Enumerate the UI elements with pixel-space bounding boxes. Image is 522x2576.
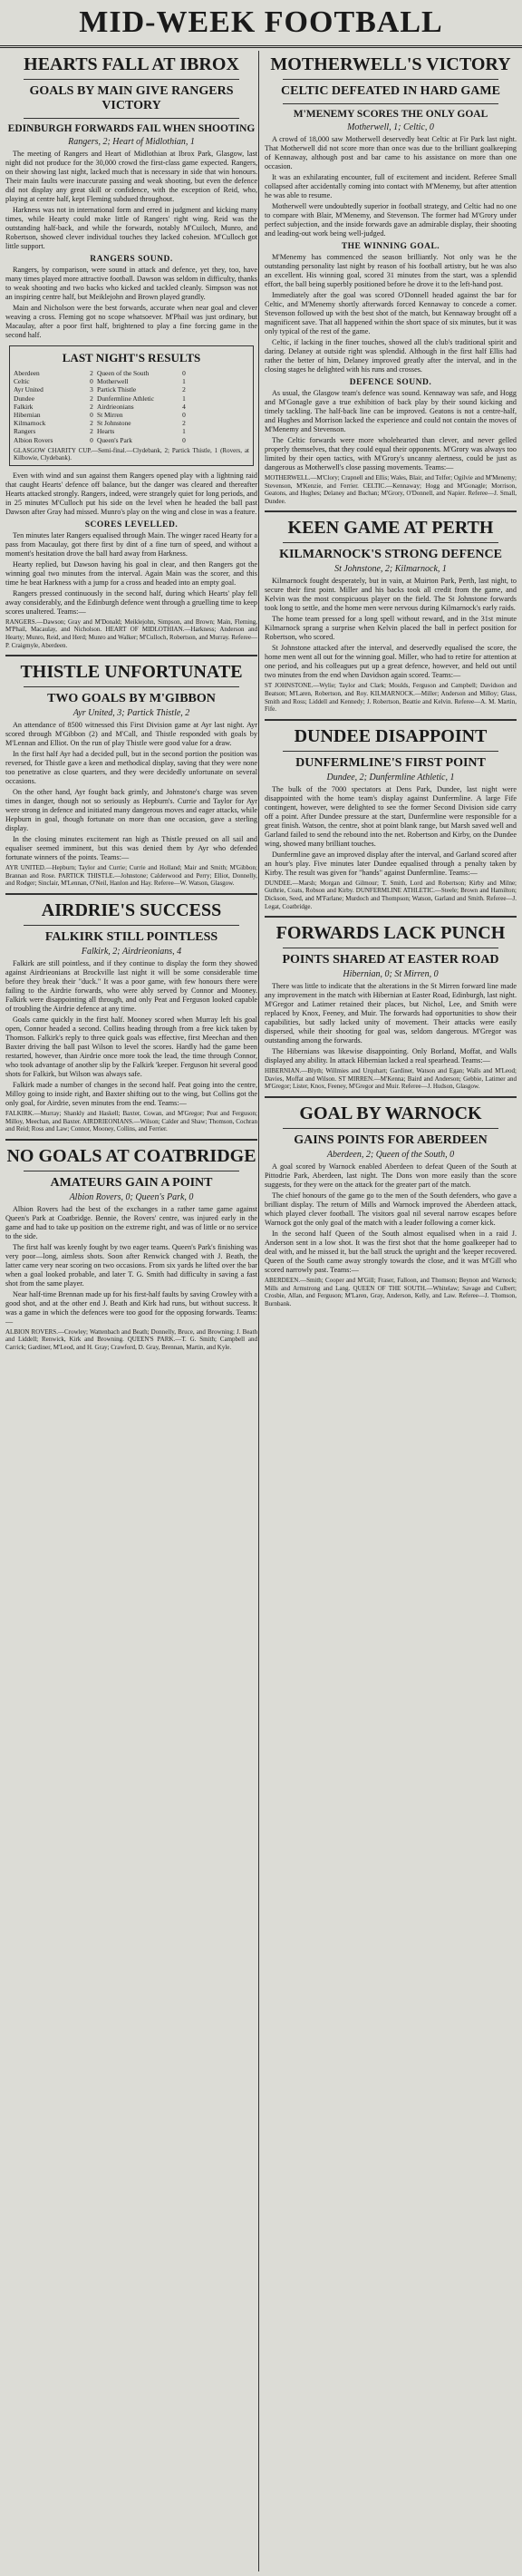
dundee-article (265, 726, 517, 910)
paragraph: M'Menemy has commenced the season brilliantly. Not only was he the outstanding personality last night by reason of his football artistry, but he was also an excellent. His winning goal, scored 31 minutes from the start, was a splendid effort, the ball being superbly positioned before he drove it to the left-hand post. (265, 253, 517, 288)
divider (24, 118, 239, 119)
perth-headline: KEEN GAME AT PERTH (287, 518, 494, 539)
paragraph: In the closing minutes excitement ran high as Thistle pressed on all sail and equaliser seemed imminent, but this was denied them by Ayr who defended fortunate winners of the points. Teams:— (5, 835, 257, 862)
hearts-subheadline: GOALS BY MAIN GIVE RANGERS VICTORY (29, 84, 234, 112)
motherwell-headline: MOTHERWELL'S VICTORY (270, 54, 511, 74)
section-divider (5, 655, 257, 656)
result-row: Aberdeen 2 Queen of the South 0 (14, 369, 186, 377)
section-subhead: RANGERS SOUND. (90, 255, 173, 264)
paragraph: Celtic, if lacking in the finer touches, showed all the club's traditional spirit and daring. Delaney at outside right was splendid. Although in the first half Ellis had rather the better of him, Delaney improved greatly after the interval, and in the closing stages he delighted with his runs and crosses. (265, 338, 517, 374)
dundee-headline: DUNDEE DISAPPOINT (294, 725, 488, 746)
paragraph: The meeting of Rangers and Heart of Midlothian at Ibrox Park, Glasgow, last night did not produce for the 30,000 crowd the first-class game expected. Rangers, on their showing last night, lacked much that is necessary in side that win honours. Their main faults were inaccurate passing and weak shooting, but even the defence did not display any great skill or confidence, with the exception of Reid, who, playing at centre half, kept Fleming subdued throughout. (5, 150, 257, 203)
paragraph: Main and Nicholson were the best forwards, accurate when near goal and clever weaving a cross. Fleming got no scope whatsoever. M'Phail was just ordinary, but Macaulay, after a poor first half, brightened to play a fine forcing game in the second half. (5, 304, 257, 339)
coatbridge-score: Albion Rovers, 0; Queen's Park, 0 (69, 1191, 194, 1202)
result-row: Kilmarnock 2 St Johnstone 2 (14, 419, 186, 428)
section-divider (265, 1096, 517, 1098)
paragraph: Kilmarnock fought desperately, but in vain, at Muirton Park, Perth, last night, to secure their first point. Miller and his backs took all credit from the game, and Kelvin was the most conspicuous player on the field. The St Johnstone forwards took long to settle, and the home men were nervous during Kilmarnock's early raids. (265, 577, 517, 613)
section-subhead: THE WINNING GOAL. (341, 242, 440, 251)
section-divider (265, 719, 517, 721)
thistle-score: Ayr United, 3; Partick Thistle, 2 (72, 708, 190, 719)
section-divider (265, 916, 517, 918)
paragraph: On the other hand, Ayr fought back grimly, and Johnstone's charge was seven times in danger, though not so seriously as Hepburn's. Currie and Taylor for Ayr were strong in defence and initiated many dangerous moves and eager attacks, while Hepburn in goal, though fortunate on more than one occasion, gave a sterling display. (5, 788, 257, 833)
team-lineups: ABERDEEN.—Smith; Cooper and M'Gill; Fraser, Falloon, and Thomson; Beynon and Warnock; Mills and Armstrong and Lang. QUEEN OF THE SOUTH.—Whitelaw; Savage and Culbert; Crosbie, Allan, and Ferguson; M'Laren, Gray, Anderson, Kelly, and Law. Referee—J. Thomson, Burnbank. (265, 1276, 517, 1307)
paragraph: An attendance of 8500 witnessed this First Division game at Ayr last night. Ayr scored through M'Gibbon (2) and M'Call, and Thistle responded with goals by M'Lennan and Elliot. On the run of play Thistle were good value for a draw. (5, 721, 257, 748)
coatbridge-headline: NO GOALS AT COATBRIDGE (6, 1145, 256, 1166)
thistle-headline: THISTLE UNFORTUNATE (20, 662, 243, 683)
divider (283, 103, 498, 104)
paragraph: The home team pressed for a long spell without reward, and in the 31st minute Kilmarnock sprang a surprise when Kelvin placed the ball in perfect position for Robertson, who scored. (265, 615, 517, 642)
motherwell-subheadline: CELTIC DEFEATED IN HARD GAME (281, 84, 500, 98)
result-row: Dundee 2 Dunfermline Athletic 1 (14, 394, 186, 403)
paragraph: Harkness was not in international form and erred in judgment and kicking many times, while Hearty could make little of Rangers' right wing. Reid was the outstanding half-back, and while the forwards, notably M'Cuiloch, Munro, and Robertson, showed clever individual touches they lacked cohesion. M'Culloch got little support. (5, 206, 257, 250)
paragraph: Ten minutes later Rangers equalised through Main. The winger raced Hearty for a pass from Macaulay, got there first by dint of a fine turn of speed, and without a moment's hesitation drove the ball hard away from Harkness. (5, 530, 257, 558)
page-title: MID-WEEK FOOTBALL (79, 5, 443, 39)
result-row: Ayr United 3 Partick Thistle 2 (14, 385, 186, 394)
paragraph: The Hibernians was likewise disappointing. Only Borland, Moffat, and Walls displayed any ability. In attack Hibernian lacked a real spearhead. Teams:— (265, 1047, 517, 1065)
hearts-deck: EDINBURGH FORWARDS FAIL WHEN SHOOTING (7, 123, 256, 134)
section-subhead: SCORES LEVELLED. (84, 520, 179, 530)
dundee-subheadline: DUNFERMLINE'S FIRST POINT (295, 755, 486, 770)
team-lineups: MOTHERWELL.—M'Clory; Crapnell and Ellis; Wales, Blair, and Telfer; Ogilvie and M'Menemy; Stevenson, M'Kenzie, and Ferrier. CELTIC.—Kennaway; Hogg and M'Gonagle; Morrison, Geatons, and Hughes; Delaney and Buchan; M'Grory, O'Donnell, and Napier. Referee—J. Small, Dundee. (265, 474, 517, 505)
team-lineups: HIBERNIAN.—Blyth; Willmies and Urquhart; Gardiner, Watson and Egan; Walls and M'Leod; Davies, Moffat and Wilson. ST MIRREN.—M'Kenna; Baird and Anderson; Gebbie, Latimer and M'Gregor; Lister, Knox, Feeney, M'Gregor and Muir. Referee—J. Hudson, Glasgow. (265, 1067, 517, 1091)
paragraph: It was an exhilarating encounter, full of excitement and incident. Referee Small collapsed after accidentally coming into contact with M'Menemy, but after attention he was able to resume. (265, 173, 517, 199)
masthead (0, 0, 522, 48)
airdrie-article (5, 900, 257, 1133)
section-divider (5, 893, 257, 895)
warnock-article (265, 1103, 517, 1307)
hearts-headline: HEARTS FALL AT IBROX (24, 54, 239, 74)
perth-article (265, 518, 517, 713)
team-lineups: FALKIRK.—Murray; Shankly and Haskell; Baxter, Cowan, and M'Gregor; Peat and Ferguson; Milloy, Meechan, and Baxter. AIRDRIEONIANS.—Wilson; Calder and Shaw; Thomson, Cochran and Reid; Ross and Law; Connor, Mooney, Collins, and Ferrier. (5, 1109, 257, 1133)
divider (24, 79, 239, 80)
paragraph: The bulk of the 7000 spectators at Dens Park, Dundee, last night were disappointed with the home team's display against Dunfermline. A large Fife contingent, however, were delighted to see the former Second Division side carry off a point. After Dundee pressure at the start, Dunfermline were responsible for a great finish. Watson, the centre, shot at point blank range, but Marsh saved well and Garland failed to send the rebound into the net. Robertson and Kirby, on the Dundee wing, showed many brilliant touches. (265, 784, 517, 848)
perth-subheadline: KILMARNOCK'S STRONG DEFENCE (279, 548, 502, 562)
divider (24, 925, 239, 926)
warnock-headline: GOAL BY WARNOCK (299, 1103, 482, 1123)
result-row: Celtic 0 Motherwell 1 (14, 377, 186, 386)
easter-road-headline: FORWARDS LACK PUNCH (276, 923, 506, 944)
team-lineups: AYR UNITED.—Hepburn; Taylor and Currie; Currie and Holland; Mair and Smith; M'Gibbon; Brannan and Rose. PARTICK THISTLE.—Johnstone; Calderwood and Perry; Elliot, Donnelly, and Rodger; Sinclair, M'Lennan, O'Neil, Hanlon and Hay. Referee—W. Watson, Glasgow. (5, 864, 257, 888)
paragraph: Hearty replied, but Dawson having his goal in clear, and then Rangers got the winning goal two minutes from the interval. Again Main was the scorer, and this time he beat Harkness with a jump for a cross and headed into an empty goal. (5, 559, 257, 587)
thistle-article (5, 662, 257, 888)
paragraph: A goal scored by Warnock enabled Aberdeen to defeat Queen of the South at Pittodrie Park, Aberdeen, last night. The Dons won more easily than the score suggests, for they were on the attack for the greater part of the match. (265, 1162, 517, 1189)
hearts-article-continued (5, 471, 257, 649)
paragraph: Falkirk made a number of changes in the second half. Peat going into the centre, Milloy going to inside right, and Baxter shifting out to the wing, but Collins got the only goal, for Airdrie, seven minutes from the end. Teams:— (5, 1080, 257, 1107)
motherwell-deck: M'MENEMY SCORES THE ONLY GOAL (293, 109, 488, 120)
divider (283, 79, 498, 80)
hearts-score: Rangers, 2; Heart of Midlothian, 1 (68, 137, 195, 147)
results-title: LAST NIGHT'S RESULTS (62, 351, 201, 365)
section-divider (265, 510, 517, 512)
easter-road-score: Hibernian, 0; St Mirren, 0 (343, 969, 439, 980)
results-box (9, 345, 254, 466)
paragraph: In the first half Ayr had a decided pull, but in the second portion the position was reversed, for Thistle gave a keen and methodical display, saving that they were none too penetrative as close quarters, and they were decidedly unfortunate on several occasions. (5, 750, 257, 786)
paragraph: Falkirk are still pointless, and if they continue to display the form they showed against Airdrieonians at Brockville last night it will be some considerable time before they break their "duck." It was a poor game, with few honours there were failing to the Airdrie forwards, who were ably served by Connor and Mooney. Falkirk were disappointing all through, and only Peat and Ferguson looked capable of troubling the Airdrie defence at any time. (5, 958, 257, 1013)
paragraph: As usual, the Glasgow team's defence was sound. Kennaway was safe, and Hogg and M'Gonagle gave a true exhibition of back play by their sound kicking and timely tackling. The half-back line can be improved. Geatons is not a centre-half, and Hughes and Morrison lacked the experience and could not contain the moves of M'Menemy and Stevenson. (265, 389, 517, 433)
warnock-subheadline: GAINS POINTS FOR ABERDEEN (294, 1132, 488, 1147)
hearts-article (5, 54, 257, 340)
easter-road-article (265, 923, 517, 1091)
paragraph: Motherwell were undoubtedly superior in football strategy, and Celtic had no one to compare with Blair, M'Menemy, and Stevenson. The former had M'Grory under perfect subjection, and the inside forwards gave an admirable display, their shooting and leading-out work being well-judged. (265, 202, 517, 238)
warnock-score: Aberdeen, 2; Queen of the South, 0 (326, 1149, 455, 1160)
charity-cup-note: GLASGOW CHARITY CUP.—Semi-final.—Clydebank, 2; Partick Thistle, 1 (Rovers, at Kilbowie, Clydebank). (14, 446, 249, 462)
paragraph: Albion Rovers had the best of the exchanges in a rather tame game against Queen's Park at Coatbridge. Bennie, the Rovers' centre, was injured early in the game and had to take up position on the extreme right, and was of little or no service to the side. (5, 1204, 257, 1240)
divider (283, 542, 498, 543)
result-row: Hibernian 0 St Mirren 0 (14, 411, 186, 420)
paragraph: The first half was keenly fought by two eager teams. Queen's Park's finishing was very poor—long, aimless shots. Soon after Renwick changed with J. Beath, the latter came very near scoring on two occasions. From six yards he lifted over the bar when a goal looked probable, and later T. G. Smith had difficulty in saving a fast shot from the same player. (5, 1242, 257, 1288)
paragraph: A crowd of 18,000 saw Motherwell deservedly beat Celtic at Fir Park last night. That Motherwell did not score more than once was due to the brilliant goalkeeping of Kennaway, although post and bar came to his assistance on more than one occasion. (265, 135, 517, 170)
divider (283, 1128, 498, 1129)
right-column (265, 51, 517, 2571)
paragraph: Rangers pressed continuously in the second half, during which Hearts' play fell away considerably, and the Edinburgh defence went through a gruelling time to keep scores unaltered. Teams:— (5, 588, 257, 616)
dundee-score: Dundee, 2; Dunfermline Athletic, 1 (326, 772, 455, 783)
paragraph: Immediately after the goal was scored O'Donnell headed against the bar for Celtic, and M'Menemy shortly afterwards forced Kennaway to concede a corner. Stevenson followed up with the best shot of the match, but Kennaway brought off a magnificent save. That all happened within the short space of six minutes, but it was only typical of the rest of the game. (265, 291, 517, 335)
paragraph: Even with wind and sun against them Rangers opened play with a lightning raid that caught Hearts' defence off balance, but the danger was cleared and thereafter Hearts attacked strongly. Rangers, indeed, were strangely quiet for long periods, and in 25 minutes M'Culloch put his side on the level when he headed the ball past Dawson after Gray had missed. Munro's play on the wing and close in was a feature. (5, 471, 257, 516)
motherwell-score: Motherwell, 1; Celtic, 0 (347, 122, 434, 132)
thistle-subheadline: TWO GOALS BY M'GIBBON (47, 692, 216, 706)
paragraph: The Celtic forwards were more wholehearted than clever, and never gelled properly themselves, that they could equal their opponents. M'Grory was always too limited by their open tactics, with M'Grory's uncanny alertness, could be just as dangerous as Motherwell's close passing movements. Teams:— (265, 436, 517, 471)
paragraph: There was little to indicate that the alterations in the St Mirren forward line made any improvement in the match with Hibernian at Easter Road, Edinburgh, last night. M'Gregor and Latimer retained their places, but Nichol, Lee, and Smith were replaced by Knox, Feeney, and Muir. The forwards had opportunities to show their capabilities, but sadly lacked unity of movement. Their attacks were easily dispersed, while their shooting for goal was, seldom dangerous. M'Gregor was outstanding among the forwards. (265, 982, 517, 1045)
team-lineups: ALBION ROVERS.—Crowley; Wattenbach and Beath; Donnelly, Bruce, and Browning; J. Beath and Liddell; Renwick, Kirk and Browning. QUEEN'S PARK.—T. G. Smith; Campbell and Carrick; Gardiner, M'Leod, and H. Gray; Crawford, D. Gray, Brennan, Martin, and Kyle. (5, 1327, 257, 1351)
motherwell-article (265, 54, 517, 505)
coatbridge-subheadline: AMATEURS GAIN A POINT (50, 1175, 213, 1190)
result-row: Rangers 2 Hearts 1 (14, 427, 186, 436)
paragraph: In the second half Queen of the South almost equalised when in a raid J. Anderson sent in a low shot. It was the first shot that the home goalkeeper had to deal with, and he missed it, but the ball struck the upright and the 'keeper recovered. Queen of the South came away strongly towards the close, and it was M'Gill who scored narrowly past. Teams:— (265, 1229, 517, 1274)
section-divider (5, 1139, 257, 1141)
coatbridge-article (5, 1146, 257, 1352)
paragraph: Near half-time Brennan made up for his first-half faults by saving Crowley with a good shot, and at the other end J. Beath and Kirk had runs, but without success. It was a game in which the defences were too good for the opposing forwards. Teams:— (5, 1289, 257, 1326)
airdrie-score: Falkirk, 2; Airdrieonians, 4 (81, 946, 182, 957)
divider (24, 686, 239, 687)
paragraph: Goals came quickly in the first half. Mooney scored when Murray left his goal open, Connor headed a second. Collins heading through from a free kick taken by Thomson. Falkirk's reply to three quick goals was effective, first Meechan and then Baxter driving the ball past Wilson to level the scores. Hardly had the game been restarted, however, than Airdrie once more took the lead, the time through Connor, who took advantage of another slip by the Falkirk 'keeper. Ferguson hit several good shots for Falkirk, but Wilson was always safe. (5, 1015, 257, 1078)
team-lineups: RANGERS.—Dawson; Gray and M'Donald; Meiklejohn, Simpson, and Brown; Main, Fleming, M'Phail, Macaulay, and Nicholson. HEART OF MIDLOTHIAN.—Harkness; Anderson and Hearty; Munro, Reid, and Herd; Munro and Walker; M'Culloch, Robertson, and Murray. Referee—P. Craigmyle, Aberdeen. (5, 617, 257, 649)
result-row: Falkirk 2 Airdrieonians 4 (14, 402, 186, 411)
paragraph: Rangers, by comparison, were sound in attack and defence, yet they, too, have many times played more attractive football. Dawson was seldom in difficulty, thanks to weak shooting and two backs who kicked and tackled cleanly. Simpson was not an inspiring centre half, but Meiklejohn and Brown played grandly. (5, 266, 257, 301)
divider (283, 751, 498, 752)
team-lineups: ST JOHNSTONE.—Wylie; Taylor and Clark; Moulds, Ferguson and Campbell; Davidson and Beatson; M'Laren, Robertson, and Roy. KILMARNOCK.—Miller; Anderson and Milloy; Glass, Smith and Ross; Liddell and Kennedy; J. Robertson, Beattie and Kelvin. Referee—A. M. Martin, Fife. (265, 682, 517, 714)
perth-score: St Johnstone, 2; Kilmarnock, 1 (334, 564, 447, 575)
paragraph: Dunfermline gave an improved display after the interval, and Garland scored after an hour's play. Five minutes later Dundee equalised through a penalty taken by Kirby. The result was given for "hands" against Dunfermline. Teams:— (265, 850, 517, 877)
team-lineups: DUNDEE.—Marsh; Morgan and Gilmour; T. Smith, Lord and Robertson; Kirby and Milne; Guthrie, Coats, Robson and Kirby. DUNFERMLINE ATHLETIC.—Steele; Brown and Hamilton; Dickson, Seed, and M'Farlane; Murdoch and Thompson; Watson, Garland and Smith. Referee—J. Legat, Coatbridge. (265, 879, 517, 910)
left-column (5, 51, 257, 2571)
result-row: Albion Rovers 0 Queen's Park 0 (14, 435, 186, 444)
section-subhead: DEFENCE SOUND. (349, 378, 432, 387)
airdrie-subheadline: FALKIRK STILL POINTLESS (44, 929, 218, 944)
paragraph: The chief honours of the game go to the men of the South defenders, who gave a brilliant display. The return of Mills and Warnock improved the Aberdeen attack, which played clever football. The visitors goal nil several narrow escapes before Warnock got the only goal of the match with a leader following a corner kick. (265, 1191, 517, 1227)
airdrie-headline: AIRDRIE'S SUCCESS (41, 899, 222, 920)
easter-road-subheadline: POINTS SHARED AT EASTER ROAD (282, 953, 499, 967)
column-divider (258, 51, 259, 2571)
paragraph: St Johnstone attacked after the interval, and deservedly equalised the score, the home men went all out for the winning goal. Miller, who had to retire for attention at one period, and his colleagues put up a great defence, however, and held out until two minutes from the end when Davidson again scored. Teams:— (265, 644, 517, 680)
